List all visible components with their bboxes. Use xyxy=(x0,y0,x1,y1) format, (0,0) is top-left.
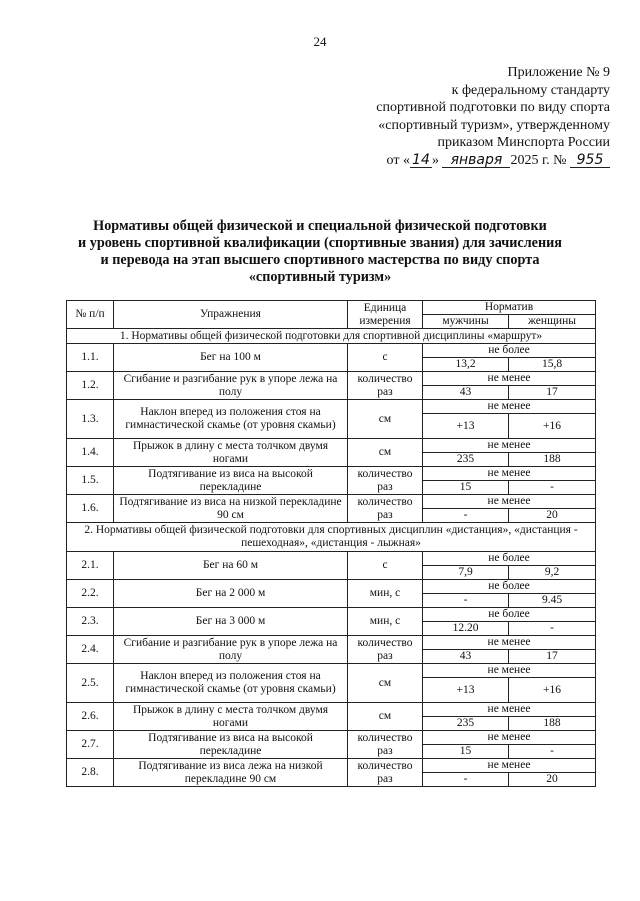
section-title: 1. Нормативы общей физической подготовки для спортивной дисциплины «маршрут» xyxy=(67,329,596,344)
row-exercise: Бег на 2 000 м xyxy=(114,580,348,608)
header-men: мужчины xyxy=(423,315,509,329)
row-exercise: Наклон вперед из положения стоя на гимнастической скамье (от уровня скамьи) xyxy=(114,400,348,439)
row-men-value: 15 xyxy=(423,481,509,495)
header-num: № п/п xyxy=(67,301,114,329)
appendix-block xyxy=(310,64,610,169)
row-exercise: Подтягивание из виса на низкой перекладине 90 см xyxy=(114,495,348,523)
row-women-value: +16 xyxy=(509,414,596,439)
appendix-line: спортивной подготовки по виду спорта xyxy=(376,100,610,115)
row-men-value: 13,2 xyxy=(423,358,509,372)
row-exercise: Подтягивание из виса лежа на низкой перекладине 90 см xyxy=(114,759,348,787)
row-women-value: 20 xyxy=(509,509,596,523)
document-title xyxy=(40,218,600,286)
row-condition: не менее xyxy=(423,400,596,414)
row-number: 1.1. xyxy=(67,344,114,372)
appendix-line: к федеральному стандарту xyxy=(451,82,610,98)
table-header-row xyxy=(67,301,596,315)
row-unit: см xyxy=(348,439,423,467)
row-condition: не менее xyxy=(423,731,596,745)
section-title: 2. Нормативы общей физической подготовки для спортивных дисциплин «дистанция», «дистанция - пешеходная», «дистанция - лыжная» xyxy=(67,523,596,552)
table-row xyxy=(67,372,596,386)
table-row xyxy=(67,731,596,745)
row-men-value: +13 xyxy=(423,414,509,439)
appendix-line: Приложение № 9 xyxy=(507,65,610,80)
row-number: 1.6. xyxy=(67,495,114,523)
row-unit: см xyxy=(348,400,423,439)
row-unit: количество раз xyxy=(348,495,423,523)
row-exercise: Подтягивание из виса на высокой перекладине xyxy=(114,731,348,759)
row-exercise: Наклон вперед из положения стоя на гимнастической скамье (от уровня скамьи) xyxy=(114,664,348,703)
table-row xyxy=(67,580,596,594)
row-unit: см xyxy=(348,664,423,703)
row-exercise: Бег на 60 м xyxy=(114,552,348,580)
header-unit: Единица измерения xyxy=(348,301,423,329)
row-condition: не более xyxy=(423,580,596,594)
row-women-value: 15,8 xyxy=(509,358,596,372)
row-condition: не менее xyxy=(423,439,596,453)
row-men-value: 15 xyxy=(423,745,509,759)
row-number: 2.6. xyxy=(67,703,114,731)
row-women-value: +16 xyxy=(509,678,596,703)
table-row xyxy=(67,495,596,509)
section-row xyxy=(67,523,596,552)
row-condition: не более xyxy=(423,552,596,566)
row-number: 2.4. xyxy=(67,636,114,664)
handwritten-month: января xyxy=(442,153,510,168)
title-line: «спортивный туризм» xyxy=(248,269,392,285)
row-exercise: Бег на 100 м xyxy=(114,344,348,372)
row-unit: количество раз xyxy=(348,636,423,664)
table-row xyxy=(67,759,596,773)
row-women-value: 17 xyxy=(509,386,596,400)
row-exercise: Подтягивание из виса на высокой перекладине xyxy=(114,467,348,495)
row-number: 2.2. xyxy=(67,580,114,608)
row-unit: количество раз xyxy=(348,759,423,787)
row-men-value: +13 xyxy=(423,678,509,703)
row-number: 2.1. xyxy=(67,552,114,580)
row-unit: см xyxy=(348,703,423,731)
row-number: 1.2. xyxy=(67,372,114,400)
row-exercise: Сгибание и разгибание рук в упоре лежа на полу xyxy=(114,636,348,664)
section-row xyxy=(67,329,596,344)
row-condition: не менее xyxy=(423,703,596,717)
title-line: и перевода на этап высшего спортивного мастерства по виду спорта xyxy=(100,252,540,268)
table-row xyxy=(67,439,596,453)
row-exercise: Бег на 3 000 м xyxy=(114,608,348,636)
row-exercise: Прыжок в длину с места толчком двумя ногами xyxy=(114,703,348,731)
row-condition: не менее xyxy=(423,372,596,386)
row-number: 2.3. xyxy=(67,608,114,636)
row-condition: не менее xyxy=(423,495,596,509)
row-unit: количество раз xyxy=(348,467,423,495)
row-men-value: 12.20 xyxy=(423,622,509,636)
row-unit: количество раз xyxy=(348,731,423,759)
row-men-value: 7,9 xyxy=(423,566,509,580)
table-row xyxy=(67,664,596,678)
date-prefix: от « xyxy=(386,152,410,168)
row-unit: мин, с xyxy=(348,580,423,608)
row-women-value: 188 xyxy=(509,717,596,731)
row-unit: количество раз xyxy=(348,372,423,400)
row-men-value: - xyxy=(423,594,509,608)
row-men-value: 43 xyxy=(423,386,509,400)
page-number: 24 xyxy=(313,34,327,49)
header-norm: Норматив xyxy=(423,301,596,315)
standards-table xyxy=(66,300,596,787)
table-row xyxy=(67,703,596,717)
row-women-value: - xyxy=(509,745,596,759)
row-men-value: 235 xyxy=(423,453,509,467)
row-men-value: - xyxy=(423,509,509,523)
row-condition: не более xyxy=(423,344,596,358)
row-number: 2.8. xyxy=(67,759,114,787)
row-number: 1.5. xyxy=(67,467,114,495)
handwritten-day: 14 xyxy=(410,153,432,168)
row-unit: с xyxy=(348,552,423,580)
row-exercise: Прыжок в длину с места толчком двумя ногами xyxy=(114,439,348,467)
row-condition: не более xyxy=(423,608,596,622)
title-line: и уровень спортивной квалификации (спортивные звания) для зачисления xyxy=(78,235,562,251)
row-condition: не менее xyxy=(423,759,596,773)
row-number: 2.7. xyxy=(67,731,114,759)
row-unit: с xyxy=(348,344,423,372)
row-number: 2.5. xyxy=(67,664,114,703)
table-row xyxy=(67,636,596,650)
table-row xyxy=(67,552,596,566)
table-row xyxy=(67,344,596,358)
row-condition: не менее xyxy=(423,664,596,678)
row-women-value: 20 xyxy=(509,773,596,787)
handwritten-number: 955 xyxy=(570,153,610,168)
header-women: женщины xyxy=(509,315,596,329)
table-row xyxy=(67,467,596,481)
row-exercise: Сгибание и разгибание рук в упоре лежа на полу xyxy=(114,372,348,400)
table-row xyxy=(67,608,596,622)
row-condition: не менее xyxy=(423,467,596,481)
appendix-date-line xyxy=(310,152,610,170)
row-men-value: - xyxy=(423,773,509,787)
row-women-value: - xyxy=(509,481,596,495)
row-men-value: 235 xyxy=(423,717,509,731)
header-exercise: Упражнения xyxy=(114,301,348,329)
row-women-value: 17 xyxy=(509,650,596,664)
row-number: 1.4. xyxy=(67,439,114,467)
row-women-value: 188 xyxy=(509,453,596,467)
row-women-value: 9,2 xyxy=(509,566,596,580)
row-number: 1.3. xyxy=(67,400,114,439)
row-women-value: 9.45 xyxy=(509,594,596,608)
row-condition: не менее xyxy=(423,636,596,650)
appendix-line: приказом Минспорта России xyxy=(437,135,610,150)
appendix-line: «спортивный туризм», утвержденному xyxy=(378,117,610,133)
row-men-value: 43 xyxy=(423,650,509,664)
date-year: 2025 г. № xyxy=(510,152,567,168)
date-mid: » xyxy=(431,152,439,168)
row-unit: мин, с xyxy=(348,608,423,636)
row-women-value: - xyxy=(509,622,596,636)
table-row xyxy=(67,400,596,414)
title-line: Нормативы общей физической и специальной физической подготовки xyxy=(93,218,547,234)
